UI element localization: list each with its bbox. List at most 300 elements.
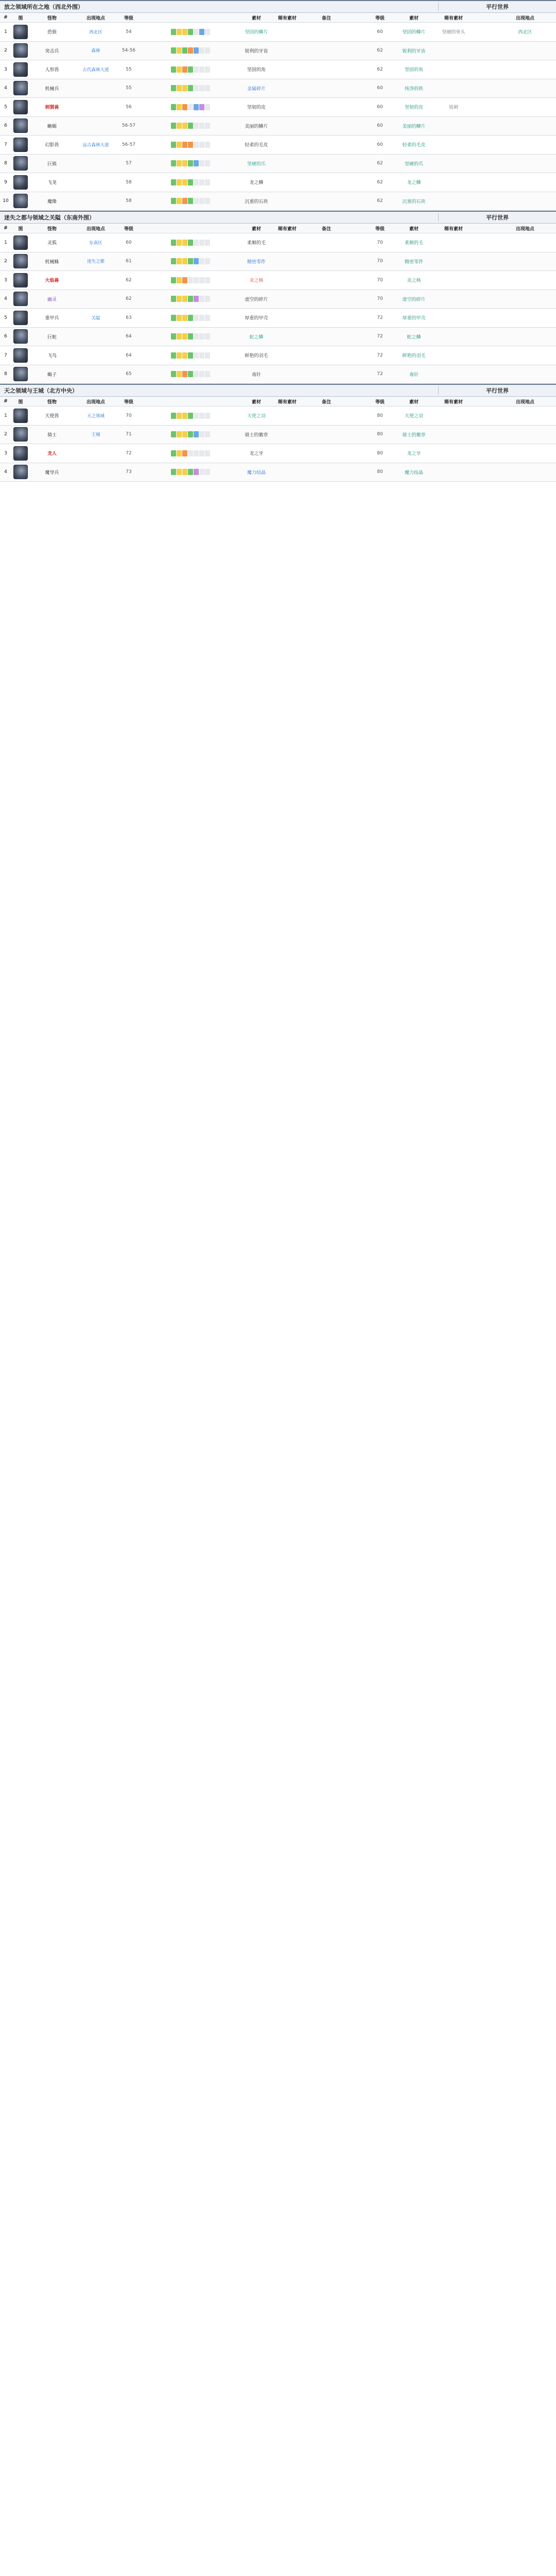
- parallel-level: 60: [377, 142, 383, 147]
- monster-portrait-cell: [11, 175, 30, 190]
- row-number: 6: [4, 334, 7, 340]
- element-chip: [205, 352, 210, 359]
- material: 鲜艳的羽毛: [245, 353, 268, 359]
- parallel-material: 锐利的牙齿: [402, 48, 426, 54]
- parallel-material: 毒针: [409, 372, 419, 378]
- element-chip: [194, 352, 199, 359]
- element-chips: [140, 469, 241, 475]
- table-row: [0, 98, 556, 117]
- monster-portrait: [13, 100, 28, 114]
- parallel-level: 62: [377, 48, 383, 54]
- element-chip: [171, 198, 176, 204]
- parallel-level: 62: [377, 198, 383, 204]
- monster-portrait: [13, 62, 28, 77]
- element-chip: [205, 371, 210, 377]
- column-header: 备注: [321, 15, 331, 21]
- element-chip: [177, 258, 182, 264]
- row-number: 4: [4, 296, 7, 302]
- element-chips: [140, 371, 241, 377]
- element-chip: [205, 240, 210, 246]
- element-chip: [194, 371, 199, 377]
- element-chip: [205, 450, 210, 456]
- table-row: [0, 252, 556, 272]
- parallel-level: 80: [377, 469, 383, 475]
- monster-name: 天使兽: [45, 414, 59, 419]
- row-number: 8: [4, 371, 7, 377]
- monster-portrait-cell: [11, 25, 30, 39]
- monster-name: 巨蛇: [47, 334, 57, 340]
- parallel-material: 厚重的甲壳: [402, 316, 426, 321]
- table-row: [0, 290, 556, 309]
- parallel-level: 60: [377, 123, 383, 129]
- element-chip: [199, 296, 204, 302]
- parallel-material: 蛇之鳞: [407, 334, 421, 340]
- element-chip: [188, 413, 193, 419]
- row-number: 6: [4, 123, 7, 129]
- monster-portrait-cell: [11, 465, 30, 479]
- monster-level: 63: [126, 315, 132, 320]
- element-chip: [182, 29, 187, 35]
- element-chips: [140, 179, 241, 185]
- monster-portrait: [13, 311, 28, 325]
- monster-level: 64: [126, 352, 132, 358]
- element-chip: [182, 66, 187, 73]
- row-number: 3: [4, 450, 7, 456]
- element-chip: [182, 240, 187, 246]
- parallel-material: 纯净的铁: [404, 86, 423, 92]
- element-chip: [194, 29, 199, 35]
- column-header: 怪物: [47, 15, 57, 21]
- monster-level: 58: [126, 198, 132, 204]
- monster-portrait: [13, 175, 28, 190]
- element-chip: [205, 413, 210, 419]
- parallel-level: 62: [377, 161, 383, 166]
- row-number: 1: [4, 240, 7, 245]
- material: 金属碎片: [247, 86, 266, 92]
- element-chip: [199, 333, 204, 340]
- monster-portrait: [13, 446, 28, 461]
- column-header: 素材: [409, 399, 419, 405]
- table-row: [0, 271, 556, 290]
- element-chip: [199, 142, 204, 148]
- material: 坚固的角: [247, 67, 266, 73]
- monster-portrait: [13, 235, 28, 250]
- column-header: 怪物: [47, 399, 57, 405]
- parallel-level: 60: [377, 29, 383, 35]
- column-header: 素材: [251, 15, 261, 21]
- element-chip: [177, 333, 182, 340]
- monster-name: 灵狐: [47, 241, 57, 246]
- monster-name: 蝎子: [47, 372, 57, 378]
- row-number: 5: [4, 104, 7, 110]
- monster-portrait-cell: [11, 273, 30, 287]
- element-chip: [177, 240, 182, 246]
- element-chip: [205, 47, 210, 54]
- element-chip: [182, 123, 187, 129]
- monster-level: 70: [126, 413, 132, 418]
- monster-portrait-cell: [11, 118, 30, 133]
- element-chips: [140, 104, 241, 110]
- parallel-material: 坚固的角: [404, 67, 423, 73]
- material: 炎之核: [249, 278, 264, 284]
- monster-name: 突击兵: [45, 48, 59, 54]
- table-row: [0, 173, 556, 192]
- column-header: 怪物: [47, 226, 57, 232]
- parallel-material: 坚固的鳞片: [402, 30, 426, 36]
- monster-portrait-cell: [11, 43, 30, 58]
- monster-name: 幽灵: [47, 297, 57, 302]
- element-chip: [177, 179, 182, 185]
- element-chip: [205, 469, 210, 475]
- element-chip: [199, 85, 204, 91]
- monster-name: 巨熊: [47, 161, 57, 167]
- element-chip: [171, 29, 176, 35]
- monster-portrait: [13, 118, 28, 133]
- element-chip: [182, 179, 187, 185]
- element-chip: [182, 371, 187, 377]
- parallel-material: 美丽的鳞片: [402, 124, 426, 129]
- monster-name: 恐狼: [47, 30, 57, 36]
- row-number: 1: [4, 29, 7, 35]
- monster-portrait: [13, 292, 28, 306]
- monster-level: 65: [126, 371, 132, 377]
- parallel-level: 60: [377, 104, 383, 110]
- monster-level: 54-56: [121, 48, 136, 54]
- parallel-material: 鲜艳的羽毛: [402, 353, 426, 359]
- row-number: 4: [4, 86, 7, 91]
- element-chip: [199, 469, 204, 475]
- column-header: 稀有素材: [277, 399, 297, 405]
- monster-portrait-cell: [11, 329, 30, 344]
- monster-name: 骑士: [47, 432, 57, 438]
- element-chip: [182, 142, 187, 148]
- material: 虚空的碎片: [245, 297, 268, 302]
- column-header: 等级: [375, 399, 385, 405]
- section-banner: [0, 211, 556, 224]
- monster-portrait-cell: [11, 194, 30, 208]
- column-header: 稀有素材: [444, 15, 463, 21]
- column-header: 等级: [124, 226, 133, 232]
- monster-level: 56: [126, 104, 132, 110]
- element-chip: [194, 333, 199, 340]
- element-chip: [182, 85, 187, 91]
- element-chip: [194, 179, 199, 185]
- table-row: [0, 444, 556, 463]
- element-chip: [199, 413, 204, 419]
- monster-level: 60: [126, 240, 132, 245]
- monster-portrait-cell: [11, 254, 30, 268]
- element-chip: [188, 240, 193, 246]
- spawn-location: 东南区: [89, 240, 102, 246]
- element-chip: [194, 240, 199, 246]
- parallel-level: 70: [377, 277, 383, 283]
- parallel-material: 魔力结晶: [404, 470, 423, 476]
- monster-portrait-cell: [11, 235, 30, 250]
- element-chip: [199, 123, 204, 129]
- element-chips: [140, 160, 241, 166]
- table-row: [0, 60, 556, 79]
- element-chip: [199, 431, 204, 437]
- material: 锐利的牙齿: [245, 48, 268, 54]
- monster-portrait-cell: [11, 292, 30, 306]
- element-chip: [205, 29, 210, 35]
- element-chip: [199, 47, 204, 54]
- element-chip: [177, 198, 182, 204]
- row-number: 3: [4, 277, 7, 283]
- element-chip: [194, 123, 199, 129]
- column-header: 稀有素材: [444, 399, 463, 405]
- element-chip: [194, 47, 199, 54]
- element-chip: [177, 104, 182, 110]
- element-chip: [199, 277, 204, 283]
- material: 魔力结晶: [247, 470, 266, 476]
- element-chips: [140, 333, 241, 340]
- material: 厚重的甲壳: [245, 316, 268, 321]
- material: 柔顺的毛: [247, 241, 266, 246]
- element-chip: [194, 142, 199, 148]
- element-chip: [177, 296, 182, 302]
- table-header: [0, 13, 556, 23]
- spawn-location: 天之领域: [86, 413, 105, 419]
- monster-portrait: [13, 409, 28, 423]
- monster-level: 54: [126, 29, 132, 35]
- element-chip: [177, 413, 182, 419]
- element-chip: [171, 371, 176, 377]
- monster-level: 56-57: [121, 142, 136, 147]
- monster-name: 人形兽: [45, 67, 59, 73]
- monster-name: 飞龙: [47, 180, 57, 186]
- element-chip: [182, 198, 187, 204]
- element-chip: [188, 66, 193, 73]
- row-number: 2: [4, 48, 7, 54]
- element-chip: [171, 240, 176, 246]
- element-chips: [140, 85, 241, 91]
- element-chip: [205, 296, 210, 302]
- monster-portrait: [13, 254, 28, 268]
- element-chip: [177, 450, 182, 456]
- element-chip: [171, 47, 176, 54]
- column-header: 素材: [251, 226, 261, 232]
- element-chip: [171, 277, 176, 283]
- element-chip: [188, 371, 193, 377]
- element-chip: [205, 431, 210, 437]
- monster-level: 56-57: [121, 123, 136, 129]
- material: 美丽的鳞片: [245, 124, 268, 129]
- monster-name: 飞鸟: [47, 353, 57, 359]
- table-row: [0, 346, 556, 365]
- section-title: 天之领域与王城（北方中央）: [4, 387, 78, 394]
- element-chip: [171, 450, 176, 456]
- parallel-world-label: 平行世界: [438, 213, 556, 222]
- element-chip: [188, 277, 193, 283]
- element-chip: [205, 104, 210, 110]
- parallel-material: 精密零件: [404, 259, 423, 265]
- monster-name: 火焰兽: [45, 278, 59, 284]
- element-chip: [177, 142, 182, 148]
- parallel-material: 龙之牙: [407, 451, 421, 457]
- parallel-material: 柔顺的毛: [404, 241, 423, 246]
- parallel-level: 62: [377, 179, 383, 185]
- element-chip: [182, 469, 187, 475]
- element-chip: [188, 85, 193, 91]
- element-chips: [140, 123, 241, 129]
- column-header: 图: [18, 399, 23, 405]
- column-header: 备注: [321, 226, 331, 232]
- parallel-level: 72: [377, 334, 383, 340]
- column-header: 出现地点: [86, 226, 105, 232]
- element-chip: [182, 258, 187, 264]
- monster-portrait-cell: [11, 427, 30, 442]
- parallel-level: 70: [377, 259, 383, 264]
- element-chip: [188, 142, 193, 148]
- element-chip: [194, 160, 199, 166]
- element-chip: [188, 333, 193, 340]
- monster-portrait: [13, 25, 28, 39]
- parallel-material: 炎之核: [407, 278, 421, 284]
- element-chip: [188, 431, 193, 437]
- monster-portrait: [13, 138, 28, 152]
- element-chips: [140, 296, 241, 302]
- column-header: #: [4, 399, 8, 404]
- material: 轻柔的毛皮: [245, 143, 268, 148]
- element-chip: [177, 469, 182, 475]
- element-chip: [188, 315, 193, 321]
- table-row: [0, 79, 556, 98]
- parallel-level: 72: [377, 315, 383, 320]
- table-row: [0, 192, 556, 211]
- column-header: #: [4, 15, 8, 20]
- monster-portrait: [13, 81, 28, 95]
- element-chip: [171, 123, 176, 129]
- monster-name: 魔像: [47, 199, 57, 205]
- monster-level: 64: [126, 334, 132, 340]
- monster-name: 蜥蜴: [47, 124, 57, 129]
- element-chip: [171, 160, 176, 166]
- material: 坚固的鳞片: [245, 30, 268, 36]
- column-header: 出现地点: [86, 15, 105, 21]
- element-chip: [199, 352, 204, 359]
- element-chip: [199, 258, 204, 264]
- column-header: 出现地点: [515, 15, 534, 21]
- element-chip: [182, 160, 187, 166]
- element-chip: [199, 104, 204, 110]
- material: 龙之牙: [249, 451, 264, 457]
- monster-portrait-cell: [11, 311, 30, 325]
- element-chip: [205, 333, 210, 340]
- element-chip: [177, 431, 182, 437]
- element-chip: [188, 29, 193, 35]
- element-chip: [182, 352, 187, 359]
- element-chips: [140, 315, 241, 321]
- element-chip: [171, 179, 176, 185]
- table-row: [0, 117, 556, 136]
- element-chip: [199, 160, 204, 166]
- element-chip: [205, 258, 210, 264]
- element-chip: [199, 29, 204, 35]
- table-row: [0, 23, 556, 42]
- table-row: [0, 365, 556, 384]
- element-chip: [205, 277, 210, 283]
- element-chip: [199, 179, 204, 185]
- monster-portrait-cell: [11, 100, 30, 114]
- column-header: 出现地点: [86, 399, 105, 405]
- row-number: 1: [4, 413, 7, 418]
- section-banner: [0, 384, 556, 397]
- spawn-location: 西北区: [89, 29, 102, 35]
- monster-level: 57: [126, 161, 132, 166]
- spawn-location: 王城: [91, 432, 100, 438]
- element-chip: [182, 315, 187, 321]
- element-chip: [188, 47, 193, 54]
- table-row: [0, 328, 556, 347]
- element-chip: [171, 66, 176, 73]
- element-chip: [199, 371, 204, 377]
- column-header: 备注: [321, 399, 331, 405]
- parallel-level: 80: [377, 450, 383, 456]
- material: 骑士的徽章: [245, 432, 268, 438]
- column-header: 稀有素材: [277, 15, 297, 21]
- element-chip: [194, 296, 199, 302]
- element-chips: [140, 352, 241, 359]
- monster-name: 龙人: [47, 451, 57, 457]
- element-chip: [177, 123, 182, 129]
- table-row: [0, 135, 556, 155]
- element-chip: [182, 296, 187, 302]
- element-chip: [194, 315, 199, 321]
- element-chip: [188, 179, 193, 185]
- row-number: 8: [4, 161, 7, 166]
- element-chip: [171, 352, 176, 359]
- row-number: 9: [4, 179, 7, 185]
- element-chip: [194, 104, 199, 110]
- monster-portrait-cell: [11, 62, 30, 77]
- element-chip: [199, 240, 204, 246]
- element-chip: [188, 160, 193, 166]
- table-row: [0, 406, 556, 426]
- element-chip: [177, 85, 182, 91]
- row-number: 2: [4, 432, 7, 437]
- element-chip: [182, 450, 187, 456]
- monster-level: 71: [126, 432, 132, 437]
- spawn-location: 迷失之都: [86, 259, 105, 265]
- element-chip: [182, 277, 187, 283]
- parallel-level: 80: [377, 413, 383, 418]
- parallel-world-label: 平行世界: [438, 3, 556, 11]
- element-chip: [171, 469, 176, 475]
- column-header: 等级: [124, 15, 133, 21]
- parallel-level: 80: [377, 432, 383, 437]
- element-chip: [188, 450, 193, 456]
- element-chip: [188, 469, 193, 475]
- column-header: 稀有素材: [277, 226, 297, 232]
- element-chip: [171, 85, 176, 91]
- spawn-location: 古代森林大道: [82, 67, 109, 73]
- element-chip: [199, 315, 204, 321]
- monster-level: 62: [126, 296, 132, 302]
- monster-level: 58: [126, 179, 132, 185]
- column-header: 出现地点: [515, 399, 534, 405]
- material: 蛇之鳞: [249, 334, 264, 340]
- element-chip: [171, 431, 176, 437]
- element-chip: [188, 123, 193, 129]
- row-number: 7: [4, 142, 7, 147]
- element-chips: [140, 450, 241, 456]
- column-header: 图: [18, 15, 23, 21]
- row-number: 2: [4, 259, 7, 264]
- material: 坚韧的皮: [247, 105, 266, 111]
- element-chips: [140, 142, 241, 148]
- element-chip: [205, 85, 210, 91]
